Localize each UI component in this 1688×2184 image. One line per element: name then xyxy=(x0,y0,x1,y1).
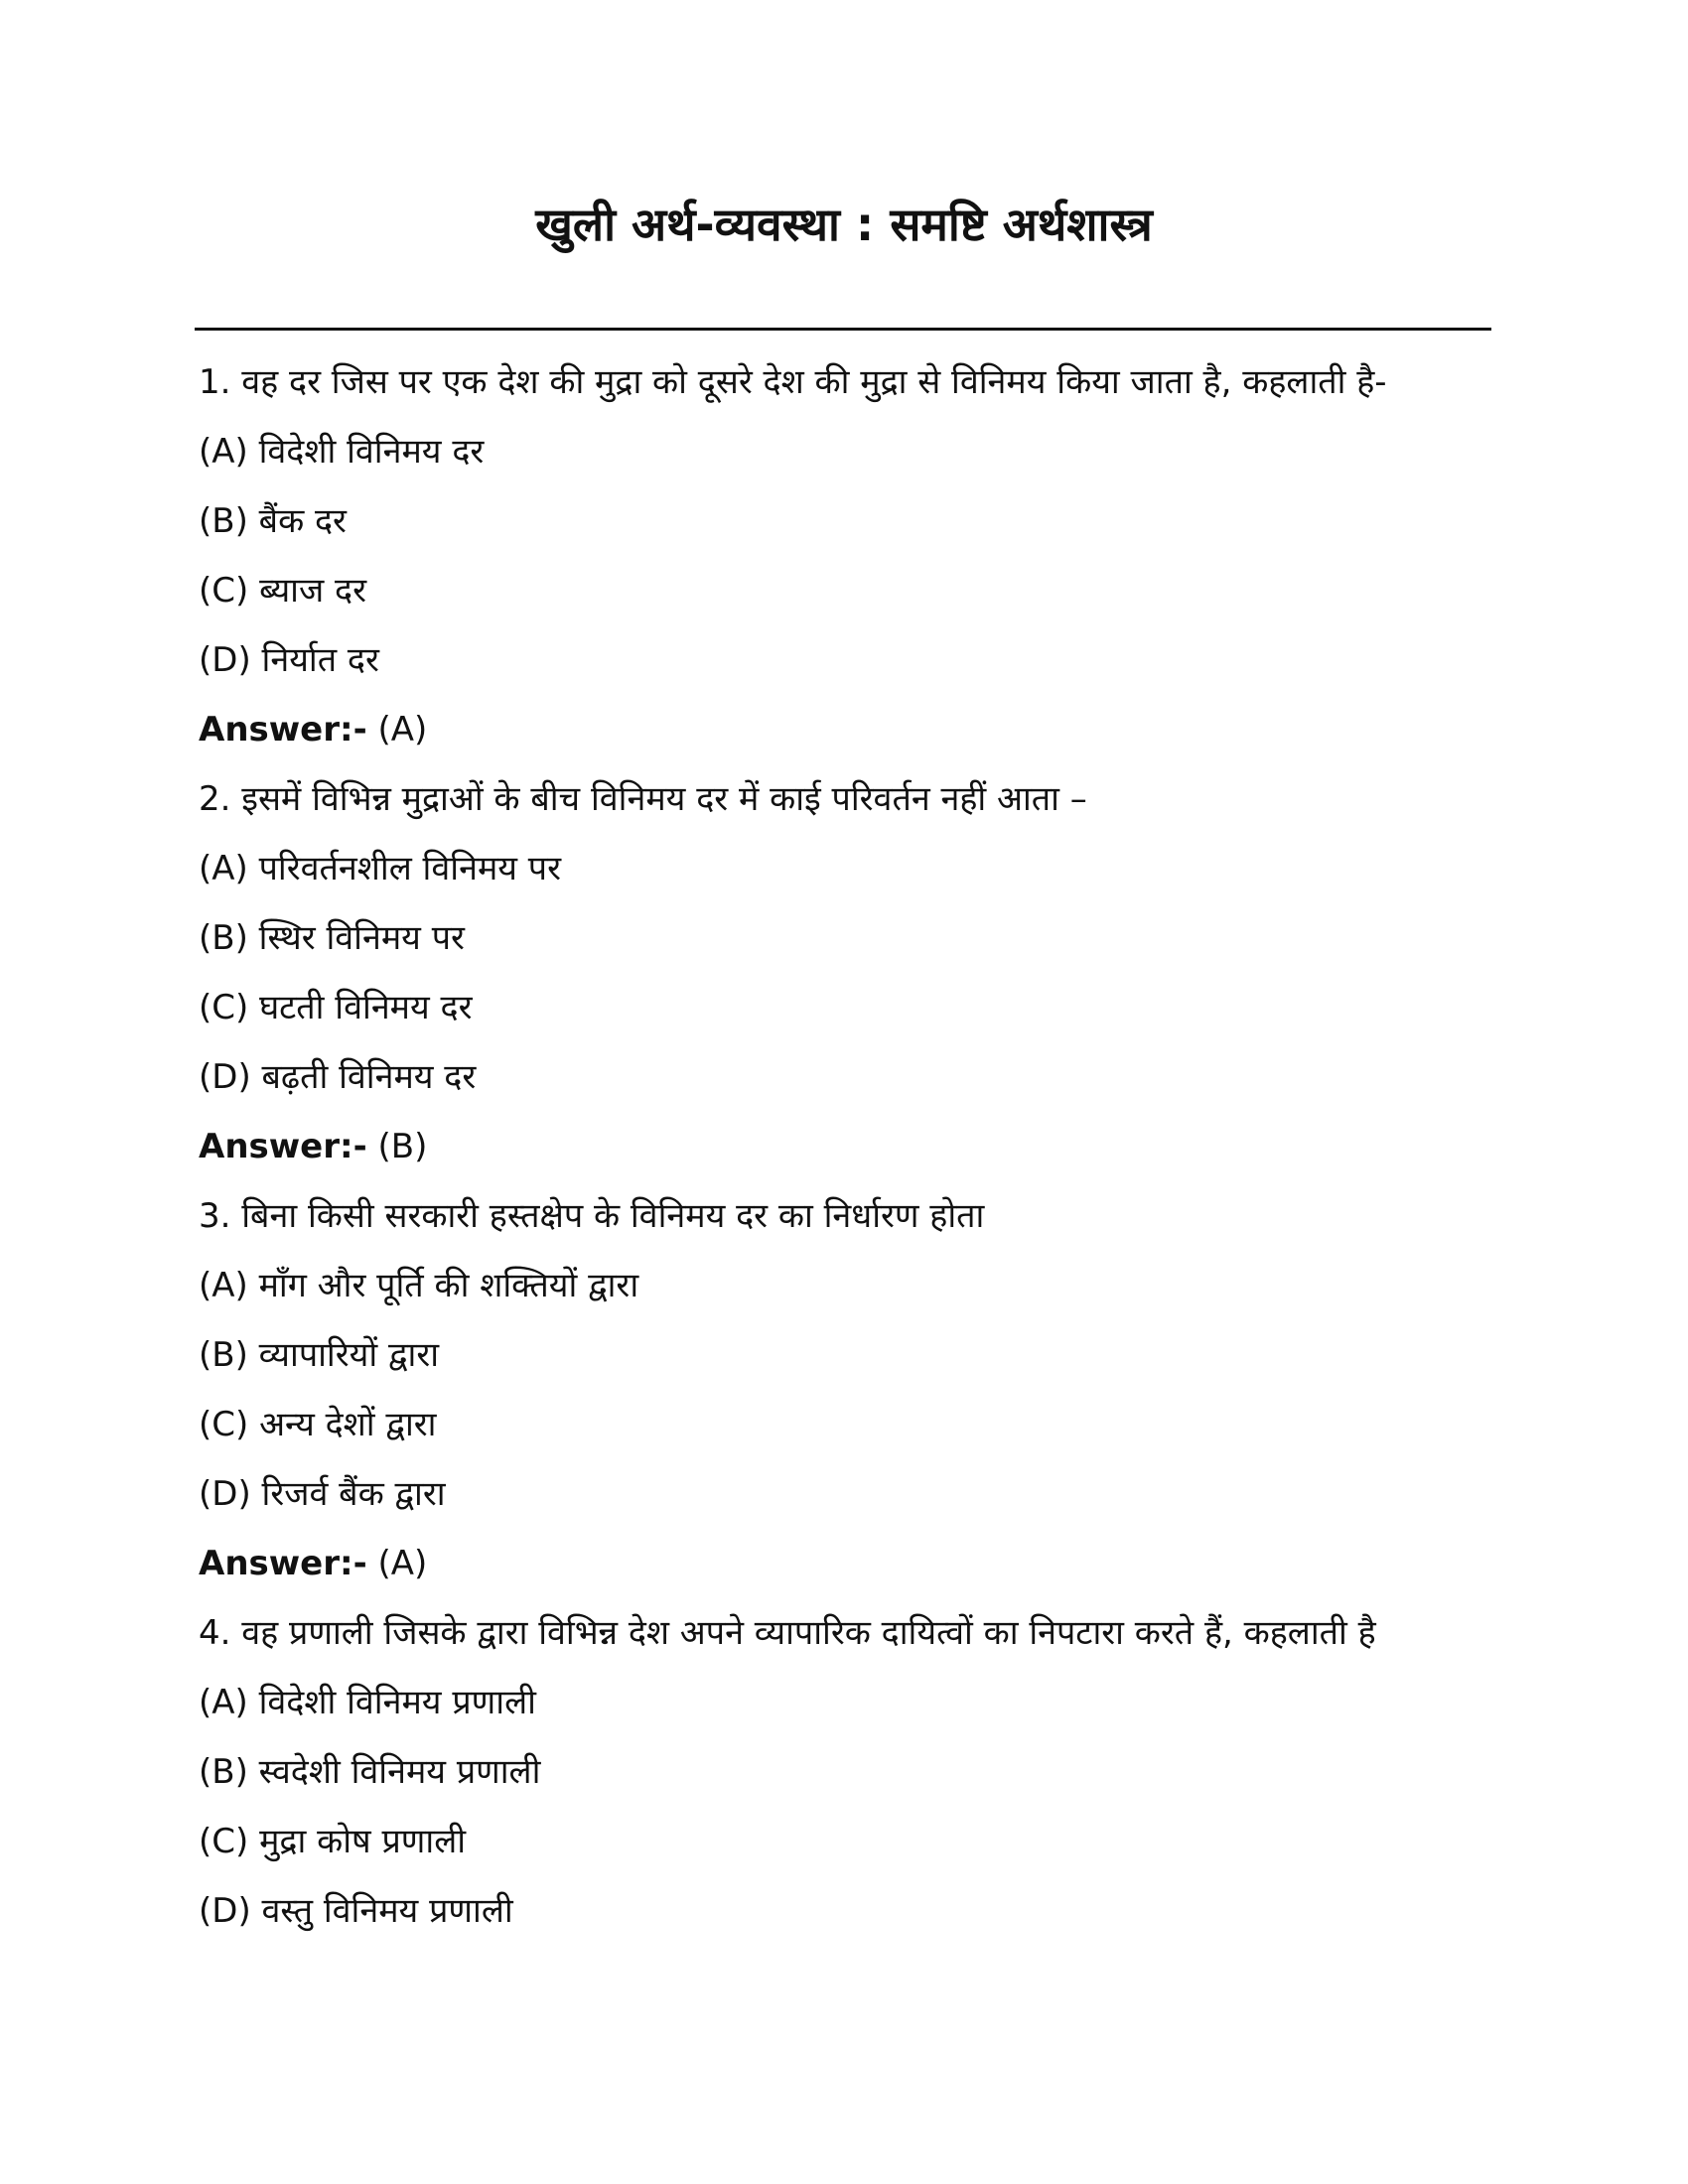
question-2-option-b: (B) स्थिर विनिमय पर xyxy=(199,918,465,958)
question-1-option-a: (A) विदेशी विनिमय दर xyxy=(199,432,485,472)
question-list xyxy=(199,347,1489,1946)
question-2-text: 2. इसमें विभिन्न मुद्राओं के बीच विनिमय दर में काई परिवर्तन नहीं आता – xyxy=(199,779,1087,819)
question-3-answer-value: (A) xyxy=(377,1544,428,1583)
question-4-text: 4. वह प्रणाली जिसके द्वारा विभिन्न देश अपने व्यापारिक दायित्वों का निपटारा करते हैं, कहलाती है xyxy=(199,1613,1376,1653)
question-2-option-d: (D) बढ़ती विनिमय दर xyxy=(199,1057,477,1097)
question-2-option-a: (A) परिवर्तनशील विनिमय पर xyxy=(199,849,562,888)
question-3-answer xyxy=(199,1529,1489,1598)
question-3-option-c: (C) अन्य देशों द्वारा xyxy=(199,1405,437,1444)
question-1-text: 1. वह दर जिस पर एक देश की मुद्रा को दूसरे देश की मुद्रा से विनिमय किया जाता है, कहलाती है- xyxy=(199,362,1387,402)
question-3-option-a: (A) माँग और पूर्ति की शक्तियों द्वारा xyxy=(199,1266,639,1305)
question-1-option-c: (C) ब्याज दर xyxy=(199,571,366,611)
question-2-answer-value: (B) xyxy=(377,1127,428,1166)
question-3-text: 3. बिना किसी सरकारी हस्तक्षेप के विनिमय दर का निर्धारण होता xyxy=(199,1196,985,1236)
page-title: खुली अर्थ-व्यवस्था : समष्टि अर्थशास्त्र xyxy=(535,198,1153,251)
title-divider xyxy=(195,328,1491,331)
answer-label: Answer:- xyxy=(199,1127,367,1166)
question-1-option-b: (B) बैंक दर xyxy=(199,501,347,541)
question-3-option-d: (D) रिजर्व बैंक द्वारा xyxy=(199,1474,446,1514)
question-2-option-c: (C) घटती विनिमय दर xyxy=(199,988,473,1027)
answer-label: Answer:- xyxy=(199,1544,367,1583)
answer-label: Answer:- xyxy=(199,710,367,750)
question-4-option-d: (D) वस्तु विनिमय प्रणाली xyxy=(199,1891,513,1931)
question-1-answer xyxy=(199,695,1489,764)
question-4-option-b: (B) स्वदेशी विनिमय प्रणाली xyxy=(199,1752,541,1792)
question-4-option-c: (C) मुद्रा कोष प्रणाली xyxy=(199,1822,467,1861)
question-1-option-d: (D) निर्यात दर xyxy=(199,640,379,680)
question-4-option-a: (A) विदेशी विनिमय प्रणाली xyxy=(199,1683,536,1722)
question-2-answer xyxy=(199,1112,1489,1181)
question-3-option-b: (B) व्यापारियों द्वारा xyxy=(199,1335,440,1375)
question-1-answer-value: (A) xyxy=(377,710,428,750)
